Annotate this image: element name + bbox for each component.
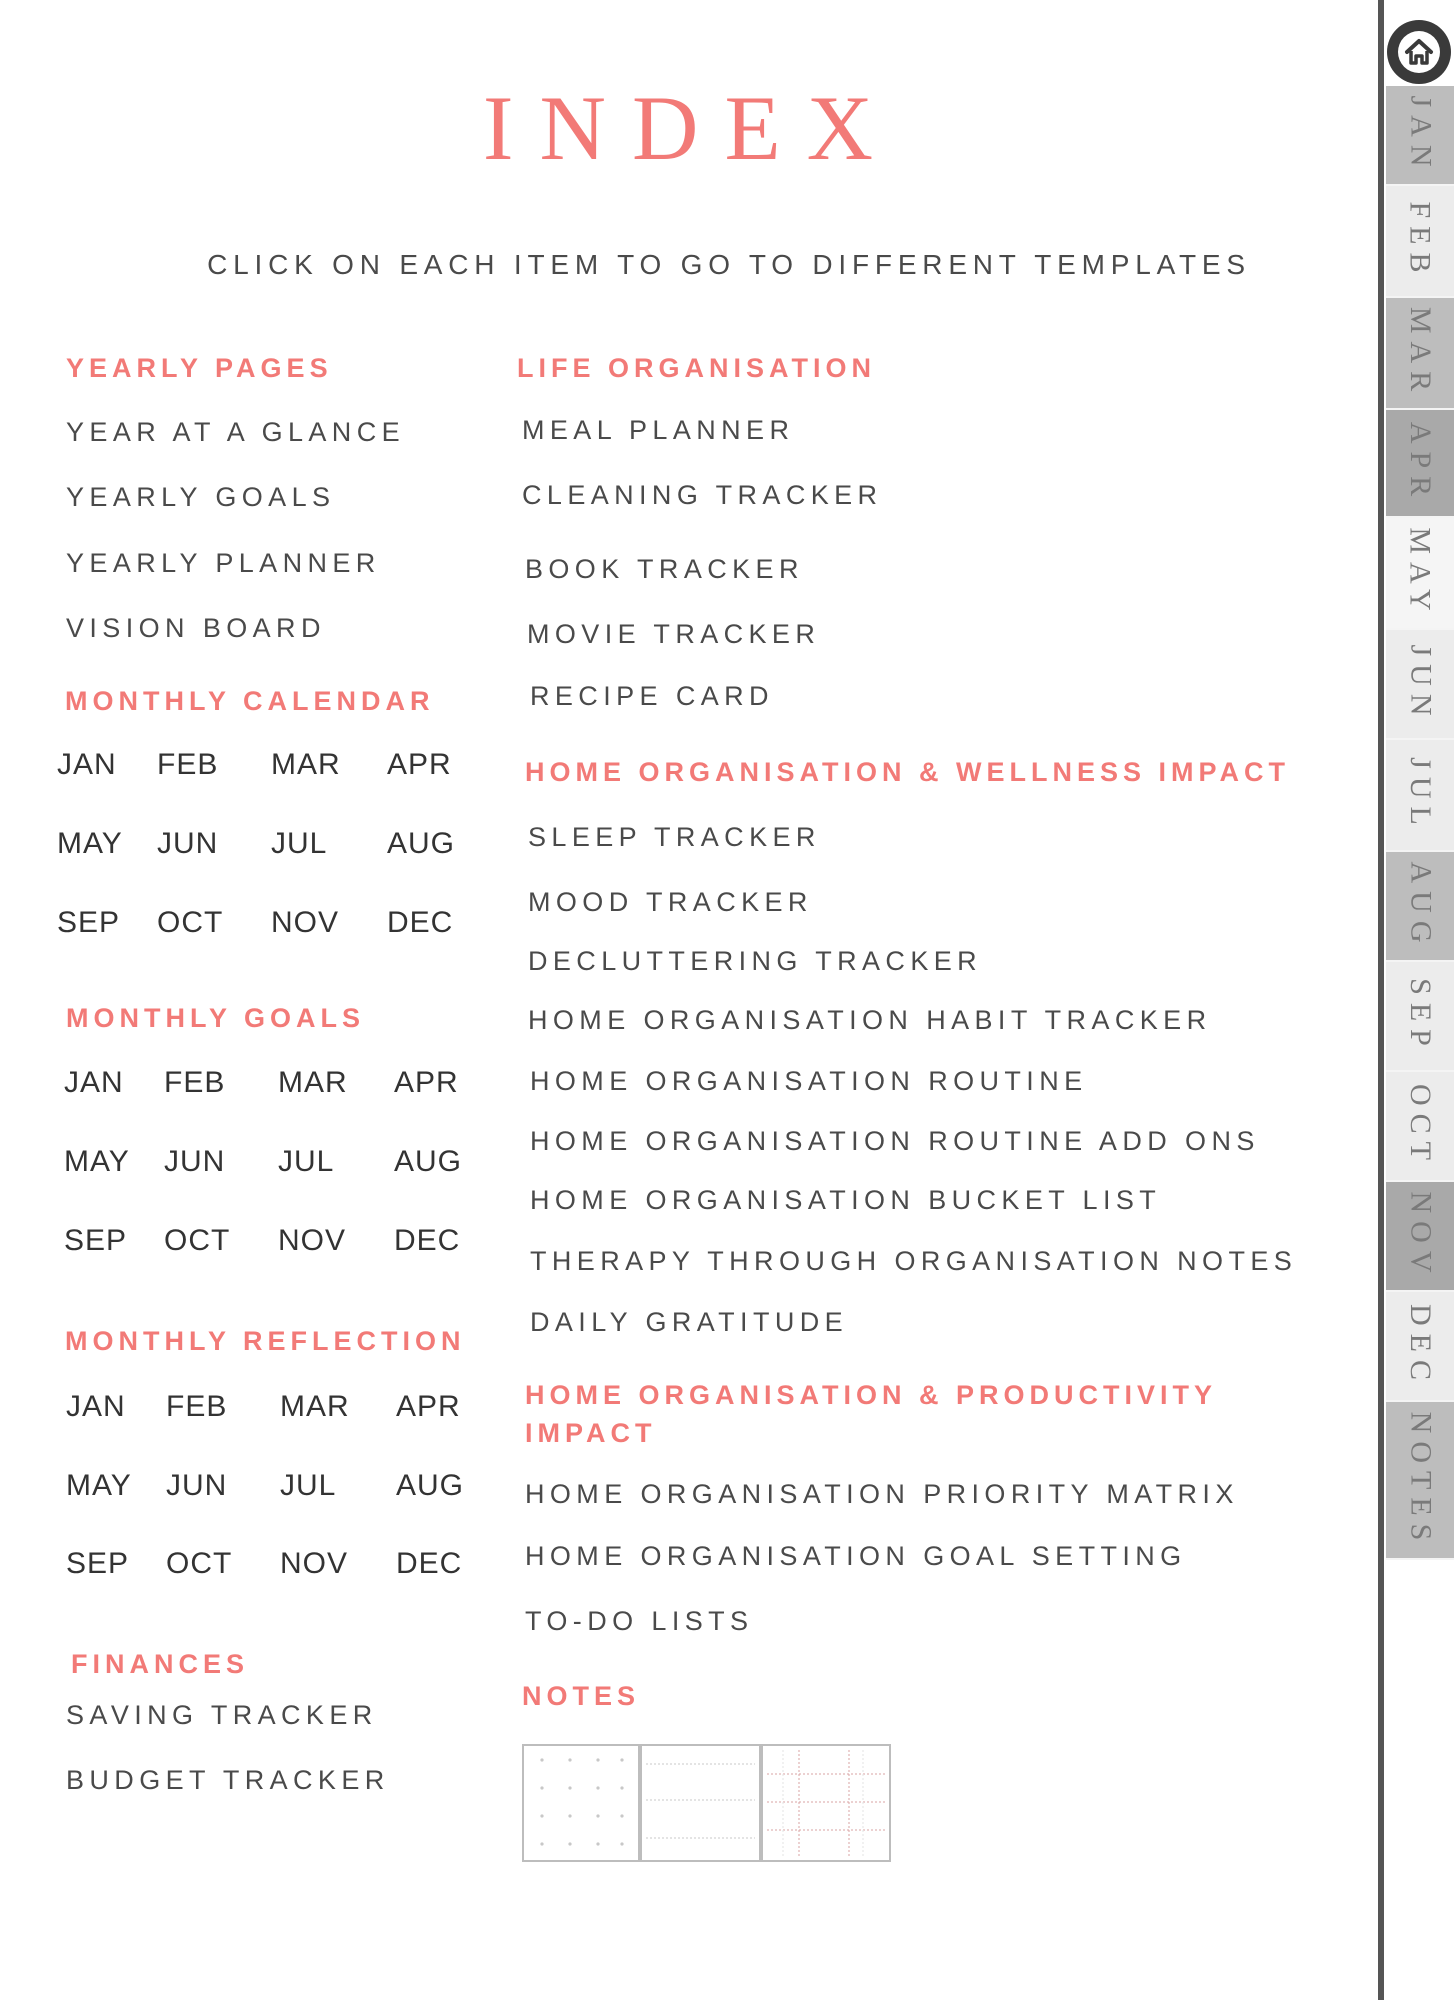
meal-planner-link[interactable]: MEAL PLANNER — [522, 415, 795, 445]
year-at-a-glance-link[interactable]: YEAR AT A GLANCE — [66, 417, 406, 447]
tab-rail-divider — [1378, 0, 1384, 2000]
calendar-month-may[interactable]: MAY — [57, 827, 123, 860]
tab-dec[interactable] — [1386, 1292, 1454, 1402]
tab-sep[interactable] — [1386, 962, 1454, 1072]
goals-month-nov[interactable]: NOV — [278, 1224, 347, 1257]
goals-month-sep[interactable]: SEP — [64, 1224, 128, 1257]
reflection-month-may[interactable]: MAY — [66, 1469, 132, 1502]
recipe-card-link[interactable]: RECIPE CARD — [530, 681, 774, 711]
tab-label: APR — [1404, 421, 1438, 505]
grid-page-icon[interactable] — [761, 1744, 891, 1862]
reflection-month-apr[interactable]: APR — [396, 1390, 461, 1423]
calendar-month-nov[interactable]: NOV — [271, 906, 340, 939]
tab-jun[interactable] — [1386, 630, 1454, 740]
lined-pattern — [642, 1746, 759, 1860]
life-organisation-heading: LIFE ORGANISATION — [517, 353, 876, 383]
reflection-month-jul[interactable]: JUL — [280, 1469, 337, 1502]
tab-label: JUN — [1404, 644, 1438, 724]
grid-pattern — [763, 1746, 889, 1860]
to-do-lists-link[interactable]: TO-DO LISTS — [525, 1606, 754, 1636]
dot-grid-page-icon[interactable] — [522, 1744, 640, 1862]
goals-month-apr[interactable]: APR — [394, 1066, 459, 1099]
vision-board-link[interactable]: VISION BOARD — [66, 613, 326, 643]
calendar-month-mar[interactable]: MAR — [271, 748, 341, 781]
priority-matrix-link[interactable]: HOME ORGANISATION PRIORITY MATRIX — [525, 1479, 1239, 1509]
lined-page-icon[interactable] — [640, 1744, 761, 1862]
tab-label: MAR — [1404, 306, 1438, 400]
home-icon — [1396, 29, 1442, 75]
goal-setting-link[interactable]: HOME ORGANISATION GOAL SETTING — [525, 1541, 1187, 1571]
monthly-reflection-heading: MONTHLY REFLECTION — [65, 1326, 466, 1356]
tab-may[interactable] — [1386, 518, 1454, 630]
reflection-month-dec[interactable]: DEC — [396, 1547, 463, 1580]
calendar-month-jun[interactable]: JUN — [157, 827, 219, 860]
page-title: INDEX — [482, 77, 900, 179]
reflection-month-mar[interactable]: MAR — [280, 1390, 350, 1423]
tab-label: OCT — [1404, 1084, 1437, 1168]
tab-label: JAN — [1404, 95, 1438, 175]
routine-link[interactable]: HOME ORGANISATION ROUTINE — [530, 1066, 1088, 1096]
goals-month-may[interactable]: MAY — [64, 1145, 130, 1178]
monthly-goals-heading: MONTHLY GOALS — [66, 1003, 366, 1033]
notes-heading: NOTES — [522, 1681, 641, 1711]
goals-month-mar[interactable]: MAR — [278, 1066, 348, 1099]
tab-jul[interactable] — [1386, 740, 1454, 852]
habit-tracker-link[interactable]: HOME ORGANISATION HABIT TRACKER — [528, 1005, 1212, 1035]
reflection-month-jun[interactable]: JUN — [166, 1469, 228, 1502]
tab-label: AUG — [1404, 861, 1437, 951]
tab-label: MAY — [1404, 527, 1438, 619]
calendar-month-feb[interactable]: FEB — [157, 748, 219, 781]
therapy-notes-link[interactable]: THERAPY THROUGH ORGANISATION NOTES — [530, 1246, 1298, 1276]
daily-gratitude-link[interactable]: DAILY GRATITUDE — [530, 1307, 849, 1337]
book-tracker-link[interactable]: BOOK TRACKER — [525, 554, 804, 584]
goals-month-jan[interactable]: JAN — [64, 1066, 124, 1099]
reflection-month-nov[interactable]: NOV — [280, 1547, 349, 1580]
productivity-impact-heading-line2: IMPACT — [525, 1418, 657, 1448]
goals-month-aug[interactable]: AUG — [394, 1145, 463, 1178]
tab-label: FEB — [1404, 201, 1437, 281]
tab-label: NOTES — [1404, 1411, 1438, 1549]
goals-month-jun[interactable]: JUN — [164, 1145, 226, 1178]
calendar-month-oct[interactable]: OCT — [157, 906, 224, 939]
budget-tracker-link[interactable]: BUDGET TRACKER — [66, 1765, 390, 1795]
tab-label: SEP — [1404, 978, 1438, 1054]
productivity-impact-heading: HOME ORGANISATION & PRODUCTIVITY — [525, 1380, 1218, 1410]
calendar-month-sep[interactable]: SEP — [57, 906, 121, 939]
page-subtitle: CLICK ON EACH ITEM TO GO TO DIFFERENT TEMPLATES — [207, 249, 1251, 280]
sleep-tracker-link[interactable]: SLEEP TRACKER — [528, 822, 821, 852]
yearly-planner-link[interactable]: YEARLY PLANNER — [66, 548, 381, 578]
tab-feb[interactable] — [1386, 186, 1454, 298]
goals-month-dec[interactable]: DEC — [394, 1224, 461, 1257]
saving-tracker-link[interactable]: SAVING TRACKER — [66, 1700, 378, 1730]
tab-oct[interactable] — [1386, 1072, 1454, 1182]
reflection-month-aug[interactable]: AUG — [396, 1469, 465, 1502]
calendar-month-dec[interactable]: DEC — [387, 906, 454, 939]
monthly-calendar-heading: MONTHLY CALENDAR — [65, 686, 435, 716]
bucket-list-link[interactable]: HOME ORGANISATION BUCKET LIST — [530, 1185, 1162, 1215]
home-button[interactable] — [1387, 20, 1451, 84]
tab-jan[interactable] — [1386, 86, 1454, 186]
calendar-month-apr[interactable]: APR — [387, 748, 452, 781]
reflection-month-oct[interactable]: OCT — [166, 1547, 233, 1580]
goals-month-feb[interactable]: FEB — [164, 1066, 226, 1099]
tab-apr[interactable] — [1386, 410, 1454, 518]
cleaning-tracker-link[interactable]: CLEANING TRACKER — [522, 480, 883, 510]
tab-label: DEC — [1404, 1304, 1437, 1388]
goals-month-jul[interactable]: JUL — [278, 1145, 335, 1178]
goals-month-oct[interactable]: OCT — [164, 1224, 231, 1257]
yearly-pages-heading: YEARLY PAGES — [66, 353, 333, 383]
wellness-impact-heading: HOME ORGANISATION & WELLNESS IMPACT — [525, 757, 1290, 787]
tab-aug[interactable] — [1386, 852, 1454, 962]
finances-heading: FINANCES — [71, 1649, 250, 1679]
yearly-goals-link[interactable]: YEARLY GOALS — [66, 482, 336, 512]
reflection-month-sep[interactable]: SEP — [66, 1547, 130, 1580]
movie-tracker-link[interactable]: MOVIE TRACKER — [527, 619, 821, 649]
reflection-month-feb[interactable]: FEB — [166, 1390, 228, 1423]
reflection-month-jan[interactable]: JAN — [66, 1390, 126, 1423]
tab-label: JUL — [1404, 757, 1438, 833]
calendar-month-jul[interactable]: JUL — [271, 827, 328, 860]
routine-add-ons-link[interactable]: HOME ORGANISATION ROUTINE ADD ONS — [530, 1126, 1260, 1156]
decluttering-tracker-link[interactable]: DECLUTTERING TRACKER — [528, 946, 983, 976]
tab-label: NOV — [1404, 1191, 1437, 1281]
dot-grid-pattern — [524, 1746, 638, 1860]
tab-mar[interactable] — [1386, 298, 1454, 410]
mood-tracker-link[interactable]: MOOD TRACKER — [528, 887, 813, 917]
tab-nov[interactable] — [1386, 1182, 1454, 1292]
tab-notes[interactable] — [1386, 1402, 1454, 1560]
calendar-month-aug[interactable]: AUG — [387, 827, 456, 860]
calendar-month-jan[interactable]: JAN — [57, 748, 117, 781]
